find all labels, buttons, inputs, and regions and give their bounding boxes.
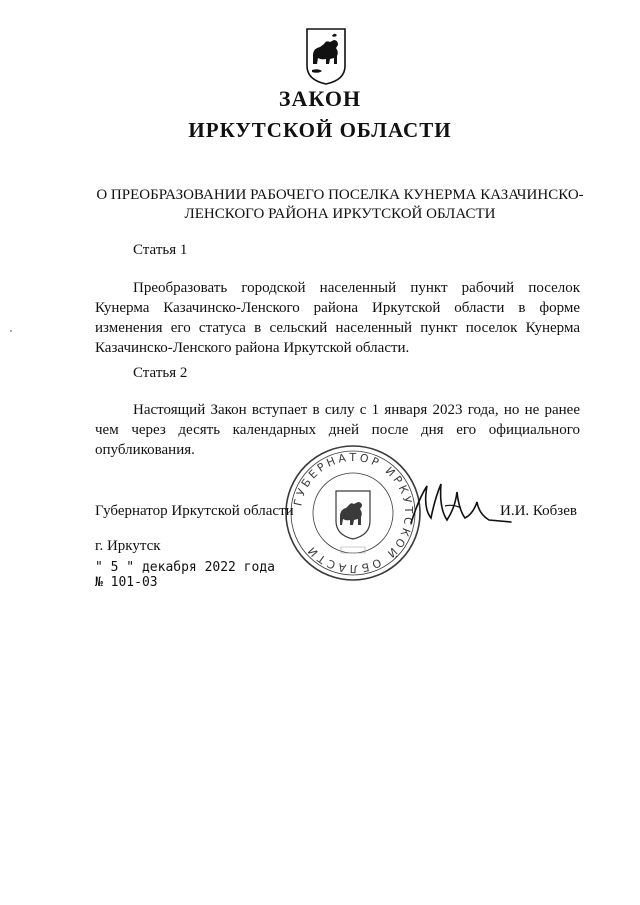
- article-2-heading: Статья 2: [133, 365, 188, 381]
- article-2-text: Настоящий Закон вступает в силу с 1 января 2023 года, но не ранее чем через десять календарных дней после дня его официального опубликования.: [95, 402, 580, 458]
- seal-text: ГУБЕРНАТОР ИРКУТСКОЙ ОБЛАСТИ: [291, 450, 416, 576]
- law-subtitle: О ПРЕОБРАЗОВАНИИ РАБОЧЕГО ПОСЕЛКА КУНЕРМА КАЗАЧИНСКО-ЛЕНСКОГО РАЙОНА ИРКУТСКОЙ ОБЛАСТИ: [96, 187, 584, 222]
- article-1-heading: Статья 1: [133, 242, 188, 258]
- official-seal: [283, 443, 423, 583]
- document-title: ЗАКОН: [278, 86, 362, 111]
- law-number: № 101-03: [95, 575, 158, 590]
- governor-position: Губернатор Иркутской области: [95, 503, 294, 519]
- document-region: ИРКУТСКОЙ ОБЛАСТИ: [188, 118, 452, 142]
- article-1-text: Преобразовать городской населенный пункт рабочий поселок Кунерма Казачинско-Ленского района Иркутской области в форме изменения его статуса в сельский населенный пункт поселок Кунерма Казачинско-Ленского района Иркутской области.: [95, 280, 580, 356]
- governor-name: И.И. Кобзев: [500, 503, 577, 519]
- governor-signature: [405, 478, 515, 533]
- scan-mark: [10, 330, 12, 332]
- signing-date: " 5 " декабря 2022 года: [95, 560, 276, 575]
- coat-of-arms-emblem: [304, 26, 348, 86]
- signing-city: г. Иркутск: [95, 538, 161, 554]
